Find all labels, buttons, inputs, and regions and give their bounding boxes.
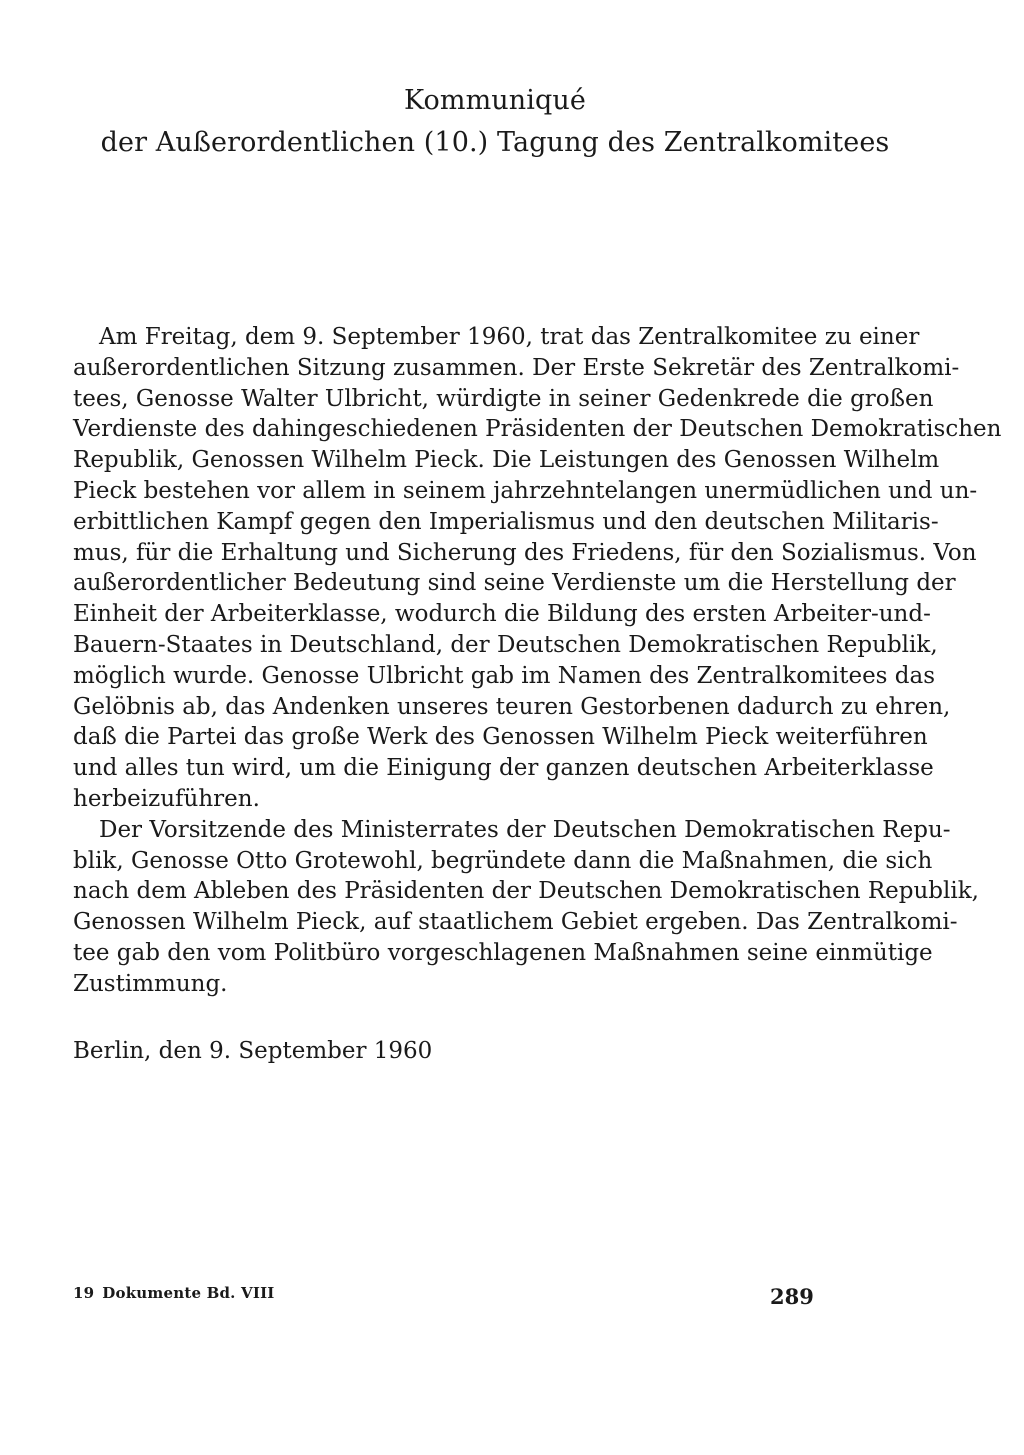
text-line: Gelöbnis ab, das Andenken unseres teuren Gestorbenen dadurch zu ehren,	[73, 693, 951, 720]
text-line: außerordentlichen Sitzung zusammen. Der Erste Sekretär des Zentralkomi-	[73, 354, 960, 381]
text-line: Verdienste des dahingeschiedenen Präsidenten der Deutschen Demokratischen	[73, 416, 1002, 443]
text-line: möglich wurde. Genosse Ulbricht gab im Namen des Zentralkomitees das	[73, 662, 936, 689]
text-line: außerordentlicher Bedeutung sind seine Verdienste um die Herstellung der	[73, 570, 956, 597]
text-line: erbittlichen Kampf gegen den Imperialismus und den deutschen Militaris-	[73, 508, 939, 535]
document-title	[100, 80, 890, 164]
text-line: mus, für die Erhaltung und Sicherung des Friedens, für den Sozialismus. Von	[73, 539, 977, 566]
text-line: tee gab den vom Politbüro vorgeschlagenen Maßnahmen seine einmütige	[73, 939, 933, 966]
text-line: Bauern-Staates in Deutschland, der Deutschen Demokratischen Republik,	[73, 631, 938, 658]
footer-source	[73, 1284, 275, 1302]
paragraph-2	[73, 815, 979, 1000]
paragraph-1	[73, 322, 1002, 815]
body-text	[73, 322, 1002, 1000]
signoff-date: Berlin, den 9. September 1960	[73, 1038, 433, 1064]
source-label: Dokumente Bd. VIII	[102, 1284, 275, 1302]
text-line: daß die Partei das große Werk des Genossen Wilhelm Pieck weiterführen	[73, 724, 928, 751]
page-number: 289	[770, 1284, 814, 1309]
text-line: Republik, Genossen Wilhelm Pieck. Die Leistungen des Genossen Wilhelm	[73, 447, 940, 474]
text-line: Pieck bestehen vor allem in seinem jahrzehntelangen unermüdlichen und un-	[73, 477, 978, 504]
text-line: blik, Genosse Otto Grotewohl, begründete dann die Maßnahmen, die sich	[73, 847, 933, 874]
text-line: Der Vorsitzende des Ministerrates der Deutschen Demokratischen Repu-	[99, 816, 951, 843]
text-line: tees, Genosse Walter Ulbricht, würdigte in seiner Gedenkrede die großen	[73, 385, 934, 412]
text-line: Genossen Wilhelm Pieck, auf staatlichem Gebiet ergeben. Das Zentralkomi-	[73, 909, 958, 936]
text-line: nach dem Ableben des Präsidenten der Deutschen Demokratischen Republik,	[73, 878, 979, 905]
text-line: Zustimmung.	[73, 970, 228, 997]
text-line: und alles tun wird, um die Einigung der ganzen deutschen Arbeiterklasse	[73, 755, 934, 782]
text-line: Einheit der Arbeiterklasse, wodurch die Bildung des ersten Arbeiter-und-	[73, 601, 931, 628]
signature-mark: 19	[73, 1284, 95, 1302]
text-line: herbeizuführen.	[73, 785, 260, 812]
text-line: Am Freitag, dem 9. September 1960, trat das Zentralkomitee zu einer	[99, 324, 920, 350]
title-line-2: der Außerordentlichen (10.) Tagung des Zentralkomitees	[100, 127, 890, 158]
title-line-1: Kommuniqué	[404, 85, 586, 116]
